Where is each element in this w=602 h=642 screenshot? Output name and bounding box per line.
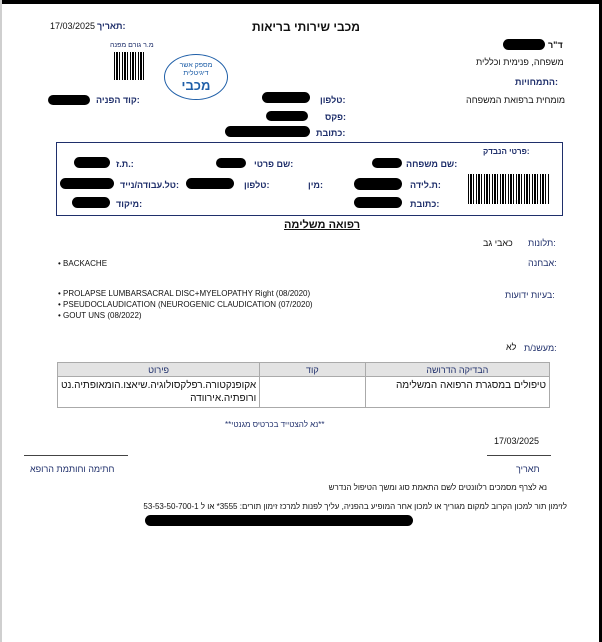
patient-address-label: כתובת: xyxy=(410,199,440,209)
address-label: כתובת: xyxy=(316,128,346,138)
fax-label: פקס: xyxy=(325,112,347,122)
redacted-birth-date xyxy=(354,178,402,190)
redacted-doctor-name xyxy=(503,39,545,50)
signature-line xyxy=(24,455,128,456)
redacted-fax xyxy=(266,111,308,121)
redacted-zip xyxy=(72,197,110,208)
phone-label: טלפון: xyxy=(320,95,346,105)
smoker-label: מעשנ/ת: xyxy=(524,343,557,353)
date-line xyxy=(487,455,551,456)
referral-title: רפואה משלימה xyxy=(284,219,361,231)
required-tests-table xyxy=(57,362,550,408)
page-left-border xyxy=(0,0,2,642)
test-details-cell: אקופנקטורה.רפלקסולוגיה.שיאצו.הומאופתיה.נט ורופתיה.אירוודה xyxy=(58,377,260,408)
zip-label: מיקוד: xyxy=(116,199,143,209)
doctor-prefix: ד"ר xyxy=(548,40,563,50)
header-date-value: 17/03/2025 xyxy=(50,21,96,31)
table-row xyxy=(58,377,550,408)
footer-date-label: תאריך xyxy=(516,464,540,474)
doctor-specialty: משפחה, פנימית וכללית xyxy=(476,57,564,67)
referral-code-label: קוד הפניה: xyxy=(96,95,140,105)
redacted-phone-patient xyxy=(186,178,234,189)
smoker-value: לא xyxy=(506,342,517,352)
complaints-label: תלונות: xyxy=(528,238,556,248)
column-header-code: קוד xyxy=(260,363,365,377)
redacted-last-name xyxy=(372,158,402,168)
gender-label: מין: xyxy=(308,180,323,190)
known-problem-item: • PSEUDOCLAUDICATION (NEUROGENIC CLAUDICATION (07/2020) xyxy=(58,300,313,309)
patient-phone-label: טלפון: xyxy=(244,180,270,190)
header-date-label: תאריך: xyxy=(97,21,126,31)
known-problem-item: • PROLAPSE LUMBARSACRAL DISC+MYELOPATHY Right (08/2020) xyxy=(58,289,311,298)
column-header-test: הבדיקה הדרושה xyxy=(365,363,549,377)
redacted-footer-line xyxy=(145,515,413,526)
redacted-work-phone xyxy=(60,178,114,189)
table-header-row xyxy=(58,363,550,377)
appointment-note: לזימון תור למכון הקרוב למקום מגוריך או למכון אחר המופיע בהפניה, עליך לפנות למרכז זימון תורים: 3555* או ל 53-53-50-700-1 xyxy=(143,502,567,511)
redacted-patient-address xyxy=(354,197,402,208)
magnetic-card-note: **נא להצטייד בכרטיס מגנטי** xyxy=(225,420,325,429)
diagnosis-label: אבחנה: xyxy=(528,258,557,268)
page-top-border xyxy=(0,0,602,4)
patient-barcode xyxy=(468,174,550,204)
attach-documents-note: נא לצרף מסמכים רלוונטים לשם התאמת סוג ומשך הטיפול הנדרש xyxy=(328,483,547,492)
work-phone-label: טל.עבודה/נייד: xyxy=(120,180,179,190)
specialties-label: התמחויות: xyxy=(515,77,558,87)
org-name: מכבי שירותי בריאות xyxy=(252,20,361,34)
birth-date-label: ת.לידה: xyxy=(410,180,441,190)
known-problems-label: בעיות ידועות: xyxy=(505,290,555,300)
footer-date-value: 17/03/2025 xyxy=(494,436,540,446)
diagnosis-value: • BACKACHE xyxy=(58,259,108,268)
redacted-phone xyxy=(262,92,310,103)
redacted-id-number xyxy=(74,157,110,168)
patient-section-label: פרטי הנבדק: xyxy=(483,147,530,156)
id-label: ת.ז.: xyxy=(116,159,134,169)
signature-label: חתימה וחותמת הרופא xyxy=(30,464,115,474)
mr-referrer-label: מ.ר גורם מפנה xyxy=(110,42,154,49)
redacted-address xyxy=(225,126,310,137)
complaints-value: כאבי גב xyxy=(483,238,513,248)
specialty-value: מומחית ברפואת המשפחה xyxy=(466,95,566,105)
first-name-label: שם פרטי: xyxy=(254,159,294,169)
logo-line2: דיגיטלית xyxy=(183,70,209,77)
redacted-referral-code xyxy=(48,95,90,105)
digital-approval-logo xyxy=(164,54,228,100)
known-problem-item: • GOUT UNS (08/2022) xyxy=(58,311,142,320)
logo-brand: מכבי xyxy=(181,78,211,93)
test-code-cell xyxy=(260,377,365,408)
logo-line1: מספק אשר xyxy=(179,62,213,69)
header-barcode xyxy=(114,52,144,80)
last-name-label: שם משפחה: xyxy=(406,159,458,169)
column-header-details: פירוט xyxy=(58,363,260,377)
test-name-cell: טיפולים במסגרת הרפואה המשלימה xyxy=(365,377,549,408)
redacted-first-name xyxy=(216,158,246,168)
